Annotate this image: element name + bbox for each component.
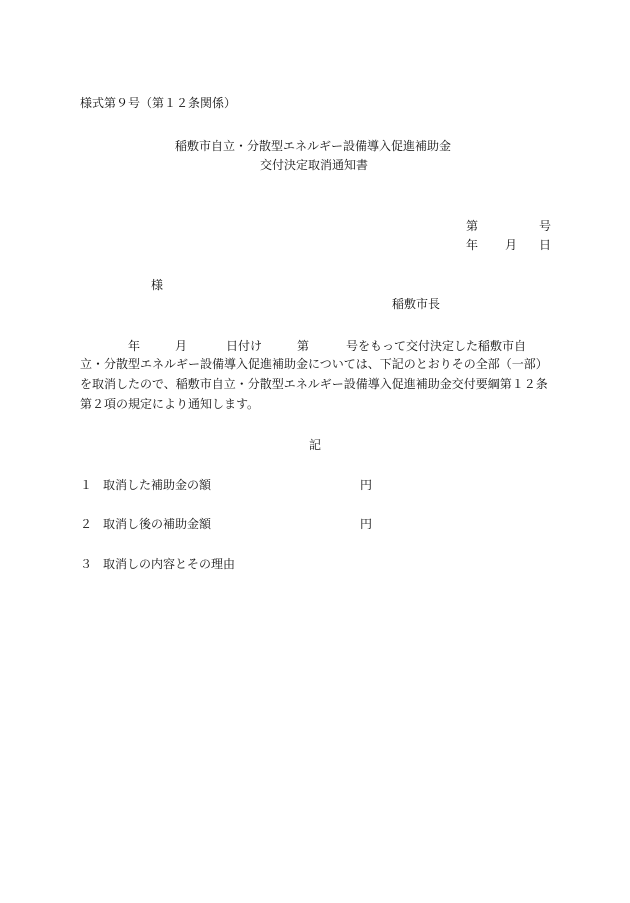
body-line-2: 立・分散型エネルギー設備導入促進補助金については、下記のとおりその全部（一部） bbox=[80, 357, 548, 371]
ref-date-day: 日 bbox=[539, 238, 552, 252]
item-label: 取消し後の補助金額 bbox=[103, 517, 212, 531]
item-number: １ bbox=[80, 478, 93, 492]
item-number: ３ bbox=[80, 557, 93, 571]
body-line1-rest: 号をもって交付決定した稲敷市自 bbox=[346, 339, 527, 353]
item-unit: 円 bbox=[360, 478, 373, 492]
item-label: 取消しの内容とその理由 bbox=[103, 557, 236, 571]
document-title-line1: 稲敷市自立・分散型エネルギー設備導入促進補助金 bbox=[175, 139, 452, 153]
issuer-name: 稲敷市長 bbox=[392, 297, 441, 311]
body-line-4: 第２項の規定により通知します。 bbox=[80, 397, 260, 411]
ref-number-prefix: 第 bbox=[466, 219, 479, 233]
body-number-prefix: 第 bbox=[297, 339, 310, 353]
ki-heading: 記 bbox=[309, 438, 322, 452]
form-number: 様式第９号（第１２条関係） bbox=[80, 96, 237, 110]
item-number: ２ bbox=[80, 517, 93, 531]
ref-date-month: 月 bbox=[505, 238, 518, 252]
item-unit: 円 bbox=[360, 517, 373, 531]
body-line-3: を取消したので、稲敷市自立・分散型エネルギー設備導入促進補助金交付要綱第１２条 bbox=[80, 377, 548, 391]
recipient-honorific: 様 bbox=[151, 278, 164, 292]
body-month: 月 bbox=[175, 339, 188, 353]
ref-date-year: 年 bbox=[466, 238, 479, 252]
item-label: 取消した補助金の額 bbox=[103, 478, 212, 492]
document-title-line2: 交付決定取消通知書 bbox=[260, 158, 369, 172]
body-date-suffix: 日付け bbox=[226, 339, 263, 353]
body-year: 年 bbox=[128, 339, 141, 353]
ref-number-suffix: 号 bbox=[539, 219, 552, 233]
